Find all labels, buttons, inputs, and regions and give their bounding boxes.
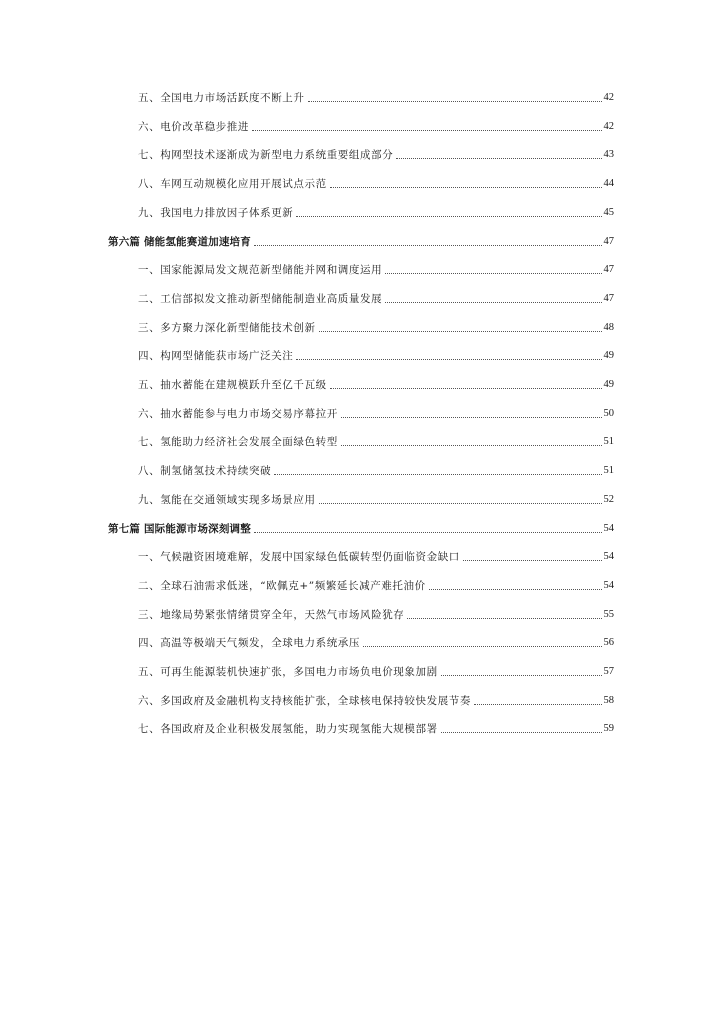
toc-section-heading[interactable] [0, 233, 724, 249]
toc-entry-title: 六、电价改革稳步推进 [138, 120, 249, 133]
toc-entry-title: 八、车网互动规模化应用开展试点示范 [138, 178, 327, 191]
dot-leader [330, 388, 602, 389]
toc-page-number: 54 [603, 522, 614, 534]
dot-leader [385, 302, 601, 303]
toc-entry-title: 七、各国政府及企业积极发展氢能，助力实现氢能大规模部署 [138, 723, 438, 736]
toc-entry-title: 四、高温等极端天气频发，全球电力系统承压 [138, 637, 360, 650]
toc-entry[interactable] [0, 577, 724, 593]
toc-entry-title: 九、氢能在交通领域实现多场景应用 [138, 493, 316, 506]
dot-leader [319, 503, 602, 504]
toc-page-number: 49 [603, 379, 614, 390]
toc-entry[interactable] [0, 606, 724, 622]
toc-page-number: 52 [603, 493, 614, 505]
toc-entry[interactable] [0, 319, 724, 335]
toc-page-number: 54 [603, 579, 614, 591]
dot-leader [441, 732, 602, 733]
toc-entry-title: 二、全球石油需求低迷，“欧佩克+”频繁延长减产难托油价 [138, 579, 426, 592]
toc-entry[interactable] [0, 347, 724, 363]
toc-entry[interactable] [0, 376, 724, 392]
toc-entry-title: 九、我国电力排放因子体系更新 [138, 206, 294, 219]
toc-entry-title: 一、国家能源局发文规范新型储能并网和调度运用 [138, 264, 383, 277]
dot-leader [254, 245, 602, 246]
dot-leader [407, 618, 601, 619]
dot-leader [429, 589, 602, 590]
toc-entry[interactable] [0, 175, 724, 191]
toc-section-heading[interactable] [0, 520, 724, 536]
toc-entry-title: 七、氢能助力经济社会发展全面绿色转型 [138, 436, 338, 449]
toc-page-number: 56 [603, 637, 614, 649]
dot-leader [274, 474, 601, 475]
toc-entry-title: 五、全国电力市场活跃度不断上升 [138, 92, 305, 104]
toc-entry-title: 五、可再生能源装机快速扩张，多国电力市场负电价现象加剧 [138, 666, 438, 678]
toc-entry[interactable] [0, 548, 724, 564]
dot-leader [296, 216, 601, 217]
toc-entry-title: 五、抽水蓄能在建规模跃升至亿千瓦级 [138, 379, 327, 391]
toc-entry-title: 七、构网型技术逐渐成为新型电力系统重要组成部分 [138, 149, 394, 162]
toc-entry-title: 第六篇 储能氢能赛道加速培育 [108, 235, 251, 248]
toc-entry-title: 一、气候融资困境难解，发展中国家绿色低碳转型仍面临资金缺口 [138, 551, 460, 564]
toc-page-number: 47 [603, 264, 614, 276]
dot-leader [252, 130, 602, 131]
dot-leader [385, 273, 601, 274]
toc-page-number: 42 [603, 92, 614, 103]
toc-page-number: 43 [603, 149, 614, 161]
toc-page-number: 50 [603, 407, 614, 419]
toc-entry-title: 八、制氢储氢技术持续突破 [138, 465, 272, 478]
toc-page-number: 51 [603, 436, 614, 448]
toc-entry[interactable] [0, 405, 724, 421]
toc-entry[interactable] [0, 692, 724, 708]
dot-leader [474, 704, 602, 705]
toc-page-number: 54 [603, 551, 614, 563]
toc-entry[interactable] [0, 118, 724, 134]
toc-page-number: 59 [603, 723, 614, 735]
dot-leader [363, 646, 602, 647]
toc-entry-title: 三、多方聚力深化新型储能技术创新 [138, 321, 316, 334]
dot-leader [296, 359, 601, 360]
dot-leader [308, 101, 602, 102]
dot-leader [463, 560, 602, 561]
toc-page-number: 57 [603, 666, 614, 677]
dot-leader [396, 158, 601, 159]
dot-leader [330, 187, 602, 188]
toc-page-number: 48 [603, 321, 614, 333]
toc-entry[interactable] [0, 433, 724, 449]
toc-page-number: 45 [603, 206, 614, 218]
toc-entry-title: 六、多国政府及金融机构支持核能扩张，全球核电保持较快发展节奏 [138, 694, 471, 707]
toc-page-number: 58 [603, 694, 614, 706]
dot-leader [441, 675, 602, 676]
toc-page-number: 55 [603, 608, 614, 620]
dot-leader [254, 532, 602, 533]
toc-entry[interactable] [0, 204, 724, 220]
dot-leader [341, 417, 602, 418]
toc-entry-title: 四、构网型储能获市场广泛关注 [138, 350, 294, 363]
toc-page-number: 51 [603, 465, 614, 477]
toc-page-number: 49 [603, 350, 614, 362]
toc-page-number: 47 [603, 235, 614, 247]
dot-leader [319, 331, 602, 332]
toc-entry[interactable] [0, 491, 724, 507]
toc-page-number: 47 [603, 292, 614, 304]
toc-entry[interactable] [0, 290, 724, 306]
toc-entry[interactable] [0, 89, 724, 105]
toc-entry-title: 二、工信部拟发文推动新型储能制造业高质量发展 [138, 292, 383, 305]
toc-entry[interactable] [0, 720, 724, 736]
toc-page-number: 42 [603, 120, 614, 132]
toc-entry-title: 六、抽水蓄能参与电力市场交易序幕拉开 [138, 407, 338, 420]
toc-entry[interactable] [0, 261, 724, 277]
toc-entry[interactable] [0, 663, 724, 679]
toc-entry[interactable] [0, 634, 724, 650]
toc-page-number: 44 [603, 178, 614, 190]
dot-leader [341, 445, 602, 446]
toc-entry[interactable] [0, 462, 724, 478]
toc-entry[interactable] [0, 146, 724, 162]
toc-entry-title: 三、地缘局势紧张情绪贯穿全年，天然气市场风险犹存 [138, 608, 405, 621]
toc-entry-title: 第七篇 国际能源市场深刻调整 [108, 522, 251, 535]
